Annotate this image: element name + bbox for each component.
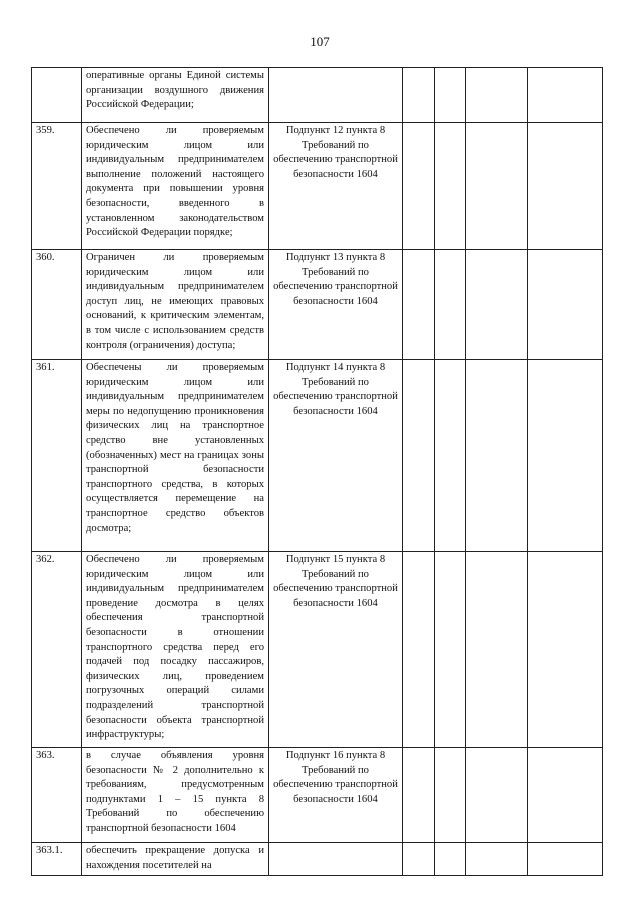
table-row <box>32 360 603 552</box>
answer-yes-cell[interactable] <box>403 250 435 360</box>
row-number: 361. <box>32 360 82 552</box>
answer-yes-cell[interactable] <box>403 68 435 123</box>
answer-no-cell[interactable] <box>435 843 466 876</box>
answer-no-cell[interactable] <box>435 360 466 552</box>
answer-no-cell[interactable] <box>435 68 466 123</box>
note-cell[interactable] <box>528 360 603 552</box>
legal-reference: Подпункт 12 пункта 8 Требований по обеспечению транспортной безопасности 1604 <box>269 123 403 250</box>
note-cell[interactable] <box>528 843 603 876</box>
note-cell[interactable] <box>528 250 603 360</box>
table-row <box>32 748 603 843</box>
requirement-text: Ограничен ли проверяемым юридическим лицом или индивидуальным предпринимателем доступ лиц, не имеющих правовых оснований, к критическим элементам, в том числе с использованием средств контроля (ограничения) доступа; <box>82 250 269 360</box>
legal-reference: Подпункт 16 пункта 8 Требований по обеспечению транспортной безопасности 1604 <box>269 748 403 843</box>
answer-na-cell[interactable] <box>466 123 528 250</box>
answer-yes-cell[interactable] <box>403 748 435 843</box>
legal-reference <box>269 68 403 123</box>
requirement-text: в случае объявления уровня безопасности № 2 дополнительно к требованиям, предусмотренным подпунктами 1 – 15 пункта 8 Требований по обеспечению транспортной безопасности 1604 <box>82 748 269 843</box>
requirement-text: Обеспечено ли проверяемым юридическим лицом или индивидуальным предпринимателем проведение досмотра в целях обеспечения транспортной безопасности в отношении транспортного средства перед его подачей под посадку пассажиров, физических лиц, проведением погрузочных операций силами подразделений транспортной безопасности объекта транспортной инфраструктуры; <box>82 552 269 748</box>
row-number: 363. <box>32 748 82 843</box>
requirement-text: обеспечить прекращение допуска и нахождения посетителей на <box>82 843 269 876</box>
table-row <box>32 843 603 876</box>
table-row <box>32 552 603 748</box>
legal-reference: Подпункт 13 пункта 8 Требований по обеспечению транспортной безопасности 1604 <box>269 250 403 360</box>
answer-na-cell[interactable] <box>466 250 528 360</box>
note-cell[interactable] <box>528 68 603 123</box>
answer-na-cell[interactable] <box>466 552 528 748</box>
requirement-text: Обеспечено ли проверяемым юридическим лицом или индивидуальным предпринимателем выполнение положений настоящего документа при повышении уровня безопасности, введенного в установленном законодательством Российской Федерации порядке; <box>82 123 269 250</box>
page-number: 107 <box>310 34 330 49</box>
checklist-table <box>31 67 603 876</box>
legal-reference: Подпункт 15 пункта 8 Требований по обеспечению транспортной безопасности 1604 <box>269 552 403 748</box>
row-number: 362. <box>32 552 82 748</box>
answer-yes-cell[interactable] <box>403 123 435 250</box>
answer-no-cell[interactable] <box>435 552 466 748</box>
answer-no-cell[interactable] <box>435 250 466 360</box>
row-number: 363.1. <box>32 843 82 876</box>
answer-na-cell[interactable] <box>466 843 528 876</box>
table-row <box>32 68 603 123</box>
note-cell[interactable] <box>528 748 603 843</box>
requirement-text: оперативные органы Единой системы организации воздушного движения Российской Федерации; <box>82 68 269 123</box>
table-row <box>32 123 603 250</box>
answer-yes-cell[interactable] <box>403 360 435 552</box>
note-cell[interactable] <box>528 552 603 748</box>
row-number: 359. <box>32 123 82 250</box>
answer-no-cell[interactable] <box>435 748 466 843</box>
table-row <box>32 250 603 360</box>
row-number <box>32 68 82 123</box>
legal-reference: Подпункт 14 пункта 8 Требований по обеспечению транспортной безопасности 1604 <box>269 360 403 552</box>
legal-reference <box>269 843 403 876</box>
row-number: 360. <box>32 250 82 360</box>
answer-na-cell[interactable] <box>466 748 528 843</box>
answer-na-cell[interactable] <box>466 68 528 123</box>
note-cell[interactable] <box>528 123 603 250</box>
answer-na-cell[interactable] <box>466 360 528 552</box>
answer-no-cell[interactable] <box>435 123 466 250</box>
answer-yes-cell[interactable] <box>403 552 435 748</box>
requirement-text: Обеспечены ли проверяемым юридическим лицом или индивидуальным предпринимателем меры по недопущению проникновения физических лиц на транспортное средство вне установленных (обозначенных) мест на границах зоны транспортной безопасности транспортного средства, в которых осуществляется перемещение на транспортное средство объектов досмотра; <box>82 360 269 552</box>
answer-yes-cell[interactable] <box>403 843 435 876</box>
